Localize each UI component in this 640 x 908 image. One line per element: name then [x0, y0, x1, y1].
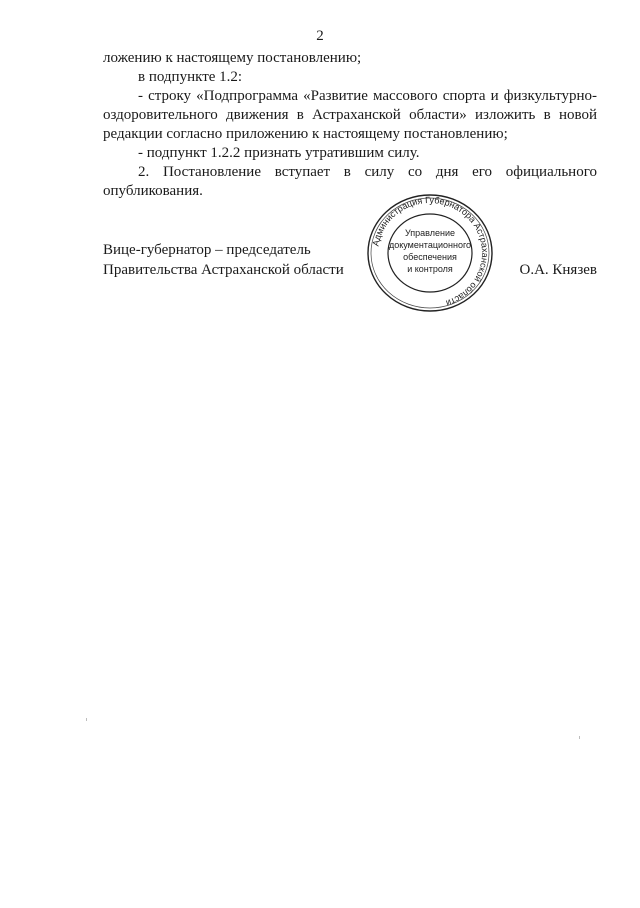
signatory-position-line-2: Правительства Астраханской области [103, 262, 344, 278]
stamp-center-line-2: документационного [388, 240, 472, 250]
signatory-position [103, 240, 344, 280]
body-line-2: в подпункте 1.2: [138, 69, 243, 85]
signatory-position-line-1: Вице-губернатор – председатель [103, 242, 311, 258]
document-body [103, 49, 597, 201]
body-paragraph-5: 2. Постановление вступает в силу со дня его официального опубликования. [103, 164, 597, 199]
stamp-center-line-3: обеспечения [403, 252, 457, 262]
body-line-4: - подпункт 1.2.2 признать утратившим силу. [138, 145, 420, 161]
scan-artifact [579, 736, 580, 739]
stamp-center-line-4: и контроля [407, 264, 453, 274]
stamp-ring-text: Администрация Губернатора Астраханской области [370, 194, 491, 309]
body-paragraph-3: - строку «Подпрограмма «Развитие массового спорта и физкультурно-оздоровительного движения в Астраханской области» изложить в новой редакции согласно приложению к настоящему постановлению; [103, 88, 597, 142]
scan-artifact [86, 718, 87, 721]
signatory-name: О.А. Князев [519, 262, 597, 278]
official-seal-stamp [365, 193, 495, 313]
body-line-1: ложению к настоящему постановлению; [103, 50, 362, 66]
stamp-center-line-1: Управление [404, 228, 456, 238]
page-number: 2 [316, 28, 324, 44]
